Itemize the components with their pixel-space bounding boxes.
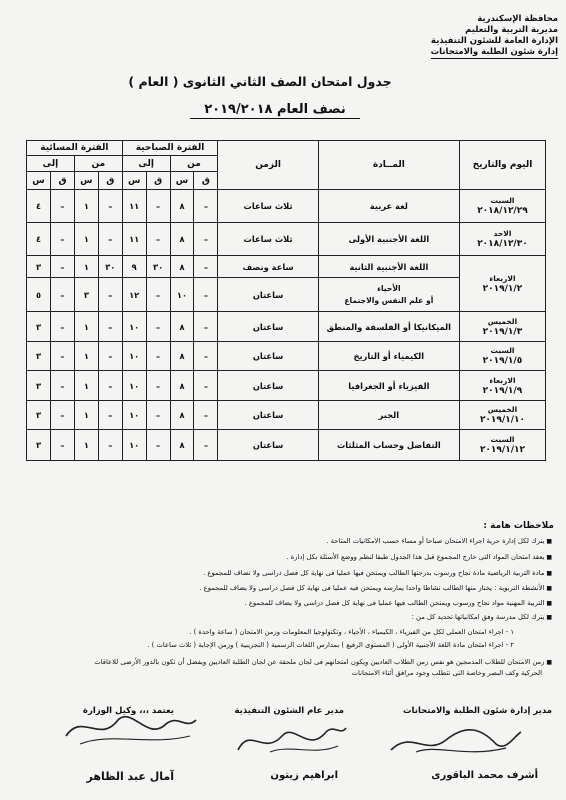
schedule-row xyxy=(27,256,546,278)
note-item-continued: الحركية وكف البصر وخاصة التى تتطلب وجود مرافق أثناء الامتحانات xyxy=(351,669,542,677)
time-cell: – xyxy=(194,342,218,371)
exam-date: ٢٠١٩/١/٢ xyxy=(482,283,523,294)
day-name: السبت xyxy=(490,435,515,444)
time-cell: ٣ xyxy=(27,371,51,401)
header-to: إلى xyxy=(27,156,75,172)
day-name: الاربعاء xyxy=(489,273,516,283)
time-cell: ١ xyxy=(74,401,98,430)
subject-cell: الميكانيكا أو الفلسفة والمنطق xyxy=(318,312,459,342)
time-cell: – xyxy=(51,401,75,430)
schedule-row xyxy=(27,312,546,342)
subject-name: الأحياء xyxy=(377,283,401,293)
time-cell: – xyxy=(98,312,122,342)
time-cell: – xyxy=(51,371,75,401)
time-cell: ١ xyxy=(74,190,98,223)
notes-list xyxy=(32,536,552,678)
day-date-cell xyxy=(459,342,545,371)
signature-scribble-3 xyxy=(60,706,200,750)
time-cell: ١٢ xyxy=(122,278,146,312)
time-cell: ٨ xyxy=(170,256,194,278)
header-q: ق xyxy=(194,172,218,190)
time-cell: ٤ xyxy=(27,223,51,256)
signature-scribble-1 xyxy=(386,722,526,762)
note-item: ■ التربية المهنية مواد نجاح ورسوب ويمتحن الطالب فيها عمليا فى نهاية كل فصل دراسى ولا يضاف للمجموع . xyxy=(32,598,552,609)
header-q: ق xyxy=(146,172,170,190)
time-cell: ١ xyxy=(74,342,98,371)
duration-cell: ثلاث ساعات xyxy=(218,223,318,256)
day-date-cell xyxy=(459,371,545,401)
day-date-cell xyxy=(459,401,545,430)
signature-name-2: ابراهيم زيتون xyxy=(270,770,338,781)
time-cell: ١ xyxy=(74,256,98,278)
note-item: ■ يعقد امتحان المواد التى خارج المجموع قبل هذا الجدول طبقا لنظم ووضع الأسئلة بكل إدارة . xyxy=(32,552,552,563)
duration-cell: ساعتان xyxy=(218,430,318,461)
day-name: السبت xyxy=(490,346,515,355)
signature-name-3: آمال عبد الظاهر xyxy=(86,770,174,783)
day-date-cell xyxy=(459,430,545,461)
duration-cell: ساعتان xyxy=(218,278,318,312)
time-cell: – xyxy=(194,371,218,401)
schedule-row xyxy=(27,342,546,371)
time-cell: – xyxy=(51,278,75,312)
day-name: الخميس xyxy=(487,405,518,414)
schedule-row xyxy=(27,430,546,461)
time-cell: ٨ xyxy=(170,430,194,461)
subject-name-alt: أو علم النفس والاجتماع xyxy=(344,295,434,305)
time-cell: – xyxy=(98,342,122,371)
subject-cell: الفيزياء أو الجغرافيا xyxy=(318,371,459,401)
time-cell: – xyxy=(194,256,218,278)
time-cell: ١٠ xyxy=(170,278,194,312)
time-cell: – xyxy=(194,430,218,461)
time-cell: ٤ xyxy=(27,190,51,223)
header-subject: المــادة xyxy=(318,141,459,190)
header-q: ق xyxy=(98,172,122,190)
schedule-row xyxy=(27,371,546,401)
org-line: محافظة الإسكندرية xyxy=(477,14,558,24)
header-s: س xyxy=(122,172,146,190)
organization-header xyxy=(431,14,558,59)
time-cell: – xyxy=(51,190,75,223)
subject-cell: اللغة الأجنبية الأولى xyxy=(318,223,459,256)
time-cell: ٣٠ xyxy=(146,256,170,278)
time-cell: ٨ xyxy=(170,401,194,430)
note-sub-item: ٢ - اجراء امتحان مادة اللغة الأجنبية الأولى ( المستوى الرفيع ) بمدارس اللغات الرسمية ( التجريبية ) وزمن الإجابة ( ثلاث ساعات ) . xyxy=(147,641,514,649)
time-cell: ٨ xyxy=(170,190,194,223)
exam-date: ٢٠١٩/١/٩ xyxy=(482,385,523,396)
time-cell: ١٠ xyxy=(122,401,146,430)
schedule-row xyxy=(27,223,546,256)
schedule-row xyxy=(27,190,546,223)
time-cell: ٨ xyxy=(170,312,194,342)
time-cell: ١ xyxy=(74,371,98,401)
exam-date: ٢٠١٨/١٢/٣٠ xyxy=(477,239,528,249)
note-item: ■ زمن الامتحان للطلاب المدمجين هو نفس زمن الطلاب العاديين ويكون امتحانهم فى لجان ملحقة عن لجان الطلبة العاديين ويفضل أن تكون بالدور الأرضى للاعاقات xyxy=(32,657,552,668)
note-item: ■ مادة التربية الرياضية مادة نجاح ورسوب بدرجتها الطالب ويمتحن فيها عمليا فى نهاية كل فصل دراسى ولا تضاف للمجموع . xyxy=(32,568,552,579)
header-from: من xyxy=(170,156,218,172)
time-cell: – xyxy=(146,401,170,430)
time-cell: – xyxy=(51,430,75,461)
signature-scribble-2 xyxy=(230,716,350,762)
header-s: س xyxy=(170,172,194,190)
time-cell: ٣ xyxy=(27,430,51,461)
time-cell: – xyxy=(146,223,170,256)
time-cell: ١١ xyxy=(122,223,146,256)
document-title: جدول امتحان الصف الثاني الثانوى ( العام ) xyxy=(128,74,392,89)
duration-cell: ثلاث ساعات xyxy=(218,190,318,223)
subject-cell: التفاضل وحساب المثلثات xyxy=(318,430,459,461)
time-cell: ١٠ xyxy=(122,342,146,371)
time-cell: ١ xyxy=(74,223,98,256)
time-cell: – xyxy=(146,312,170,342)
time-cell: – xyxy=(146,190,170,223)
time-cell: – xyxy=(146,278,170,312)
header-duration: الزمن xyxy=(218,141,318,190)
org-line: مديرية التربية والتعليم xyxy=(465,25,558,35)
day-date-cell xyxy=(459,256,545,312)
time-cell: – xyxy=(98,401,122,430)
note-item: ■ الأنشطة التربوية : يختار منها الطالب نشاطا واحدا يمارسه ويمتحن فيه عمليا فى نهاية كل فصل دراسى ولا يضاف للمجموع . xyxy=(32,583,552,594)
day-name: الاربعاء xyxy=(489,375,516,385)
time-cell: – xyxy=(51,312,75,342)
time-cell: ١٠ xyxy=(122,430,146,461)
exam-date: ٢٠١٨/١٢/٢٩ xyxy=(477,206,528,216)
exam-date: ٢٠١٩/١/٣ xyxy=(482,326,523,337)
signature-name-1: أشرف محمد الباقورى xyxy=(431,770,538,781)
day-name: الاحد xyxy=(493,229,512,238)
time-cell: – xyxy=(51,342,75,371)
time-cell: – xyxy=(51,256,75,278)
time-cell: ٨ xyxy=(170,371,194,401)
time-cell: ١٠ xyxy=(122,312,146,342)
time-cell: – xyxy=(146,430,170,461)
document-subtitle: نصف العام ٢٠١٩/٢٠١٨ xyxy=(190,102,360,119)
signature-title-3: يعتمد ،،، وكيل الوزارة xyxy=(82,706,174,716)
header-q: ق xyxy=(51,172,75,190)
time-cell: ١١ xyxy=(122,190,146,223)
header-day-date: اليوم والتاريخ xyxy=(459,141,545,190)
time-cell: ٣ xyxy=(74,278,98,312)
time-cell: – xyxy=(98,371,122,401)
notes-heading: ملاحظات هامة : xyxy=(483,521,554,531)
time-cell: ٥ xyxy=(27,278,51,312)
subject-cell: اللغة الأجنبية الثانية xyxy=(318,256,459,278)
time-cell: – xyxy=(194,190,218,223)
time-cell: – xyxy=(98,430,122,461)
time-cell: – xyxy=(146,371,170,401)
day-date-cell xyxy=(459,190,545,223)
time-cell: ٣٠ xyxy=(98,256,122,278)
day-date-cell xyxy=(459,312,545,342)
time-cell: – xyxy=(98,223,122,256)
note-item: ■ يترك لكل إدارة حرية اجراء الامتحان صباحا أو مساء حسب الامكانيات المتاحة . xyxy=(32,536,552,547)
duration-cell: ساعتان xyxy=(218,371,318,401)
time-cell: – xyxy=(194,223,218,256)
header-to: إلى xyxy=(122,156,170,172)
time-cell: – xyxy=(98,278,122,312)
header-s: س xyxy=(27,172,51,190)
day-name: السبت xyxy=(490,196,515,205)
exam-date: ٢٠١٩/١/٥ xyxy=(482,356,523,366)
exam-schedule-table xyxy=(26,140,546,461)
time-cell: ٨ xyxy=(170,223,194,256)
subject-cell: الكيمياء أو التاريخ xyxy=(318,342,459,371)
org-line: الإدارة العامة للشئون التنفيذية xyxy=(430,36,558,46)
org-line: إدارة شئون الطلبة والامتحانات xyxy=(430,47,558,57)
time-cell: – xyxy=(146,342,170,371)
time-cell: – xyxy=(194,278,218,312)
time-cell: ٣ xyxy=(27,342,51,371)
subject-cell: الجبر xyxy=(318,401,459,430)
time-cell: – xyxy=(98,190,122,223)
time-cell: ٣ xyxy=(27,256,51,278)
header-s: س xyxy=(74,172,98,190)
duration-cell: ساعة ونصف xyxy=(218,256,318,278)
exam-date: ٢٠١٩/١/١٠ xyxy=(479,415,525,425)
note-sub-item: ١ - اجراء امتحان العملى لكل من الفيزياء ، الكيمياء ، الأحياء ، وتكنولوجيا المعلومات وزمن الامتحان ( ساعة واحدة ) . xyxy=(189,628,514,636)
time-cell: ١ xyxy=(74,312,98,342)
subject-cell xyxy=(318,278,459,312)
duration-cell: ساعتان xyxy=(218,342,318,371)
duration-cell: ساعتان xyxy=(218,401,318,430)
subject-cell: لغة عربية xyxy=(318,190,459,223)
header-from: من xyxy=(74,156,122,172)
time-cell: ٣ xyxy=(27,312,51,342)
schedule-row xyxy=(27,401,546,430)
signature-title-2: مدير عام الشئون التنفيذية xyxy=(234,706,344,716)
time-cell: ٩ xyxy=(122,256,146,278)
exam-date: ٢٠١٩/١/١٢ xyxy=(479,445,525,455)
day-date-cell xyxy=(459,223,545,256)
header-morning: الفترة الصباحية xyxy=(122,141,218,156)
day-name: الخميس xyxy=(487,316,518,326)
time-cell: – xyxy=(194,312,218,342)
time-cell: ١ xyxy=(74,430,98,461)
duration-cell: ساعتان xyxy=(218,312,318,342)
time-cell: ١٠ xyxy=(122,371,146,401)
time-cell: ٣ xyxy=(27,401,51,430)
time-cell: ٨ xyxy=(170,342,194,371)
note-item: ■ يترك لكل مدرسة وفق امكانياتها تحديد كل من : xyxy=(32,612,552,623)
header-evening: الفترة المسائية xyxy=(27,141,123,156)
time-cell: – xyxy=(51,223,75,256)
time-cell: – xyxy=(194,401,218,430)
signature-title-1: مدير إدارة شئون الطلبة والامتحانات xyxy=(403,706,552,716)
